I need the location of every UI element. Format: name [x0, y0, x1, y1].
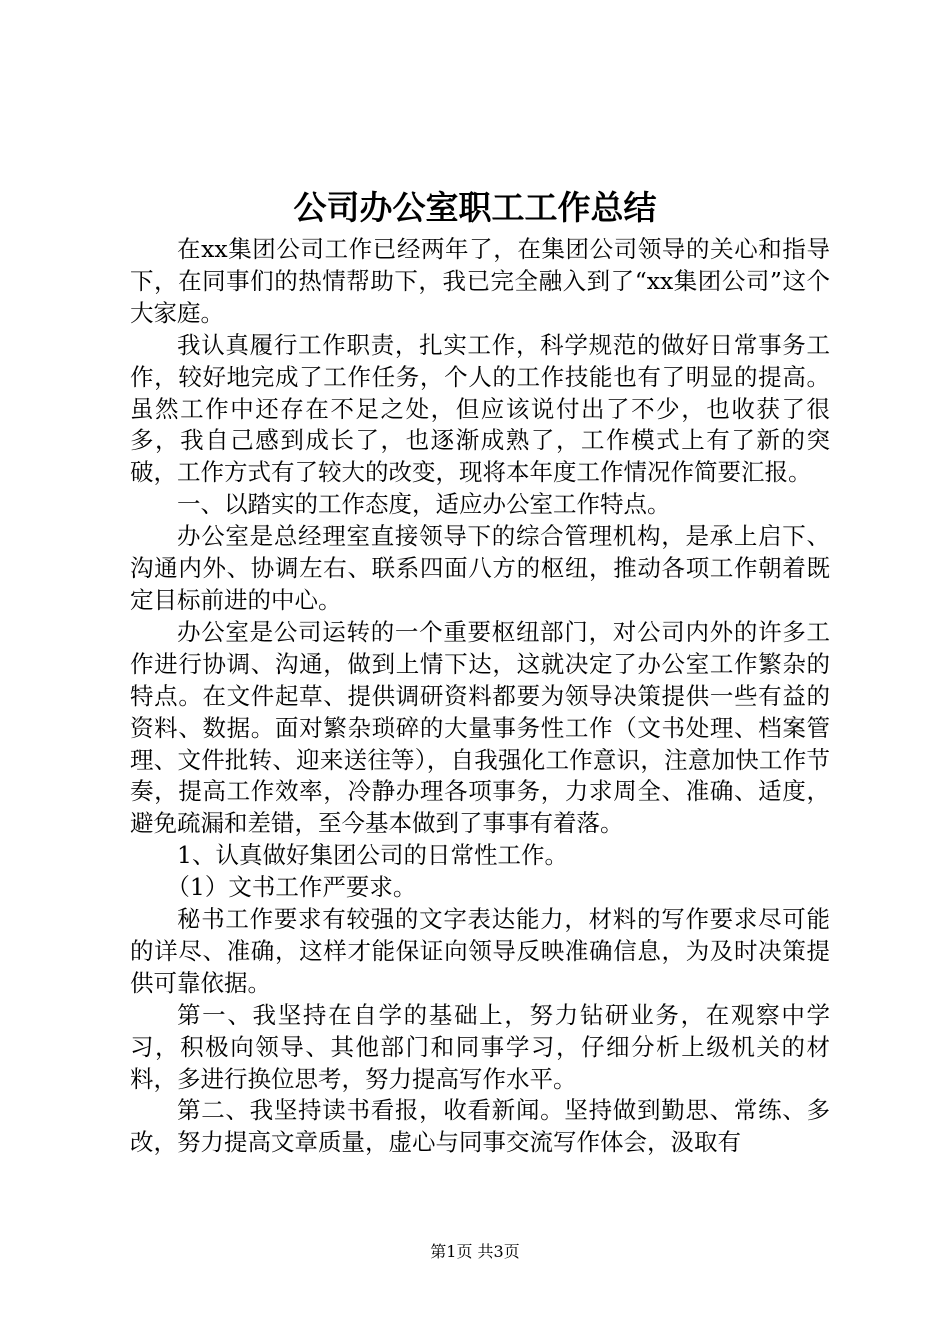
paragraph: 办公室是总经理室直接领导下的综合管理机构，是承上启下、沟通内外、协调左右、联系四面八方的枢纽，推动各项工作朝着既定目标前进的中心。	[130, 522, 830, 614]
paragraph: 第一、我坚持在自学的基础上，努力钻研业务，在观察中学习，积极向领导、其他部门和同事学习，仔细分析上级机关的材料，多进行换位思考，努力提高写作水平。	[130, 1000, 830, 1093]
subsection-heading: 1、认真做好集团公司的日常性工作。	[177, 841, 568, 870]
paragraph: 办公室是公司运转的一个重要枢纽部门，对公司内外的许多工作进行协调、沟通，做到上情下达，这就决定了办公室工作繁杂的特点。在文件起草、提供调研资料都要为领导决策提供一些有益的资料、数据。面对繁杂琐碎的大量事务性工作（文书处理、档案管理、文件批转、迎来送往等），自我强化工作意识，注意加快工作节奏，提高工作效率，冷静办理各项事务，力求周全、准确、适度，避免疏漏和差错，至今基本做到了事事有着落。	[130, 617, 830, 838]
section-heading: 一、以踏实的工作态度，适应办公室工作特点。	[177, 490, 671, 519]
page-number-footer: 第1页 共3页	[430, 1242, 520, 1261]
paragraph: 第二、我坚持读书看报，收看新闻。坚持做到勤思、常练、多改，努力提高文章质量，虚心与同事交流写作体会，汲取有	[130, 1096, 830, 1157]
document-title: 公司办公室职工工作总结	[293, 188, 657, 227]
paragraph: 我认真履行工作职责，扎实工作，科学规范的做好日常事务工作，较好地完成了工作任务，个人的工作技能也有了明显的提高。虽然工作中还存在不足之处，但应该说付出了不少，也收获了很多，我自己感到成长了，也逐渐成熟了，工作模式上有了新的突破，工作方式有了较大的改变，现将本年度工作情况作简要汇报。	[130, 330, 830, 487]
document-body	[130, 234, 830, 1159]
subsection-heading: （1）文书工作严要求。	[166, 873, 417, 902]
paragraph: 在xx集团公司工作已经两年了，在集团公司领导的关心和指导下，在同事们的热情帮助下，我已完全融入到了“xx集团公司”这个大家庭。	[130, 235, 830, 327]
paragraph: 秘书工作要求有较强的文字表达能力，材料的写作要求尽可能的详尽、准确，这样才能保证向领导反映准确信息，为及时决策提供可靠依据。	[130, 905, 830, 997]
